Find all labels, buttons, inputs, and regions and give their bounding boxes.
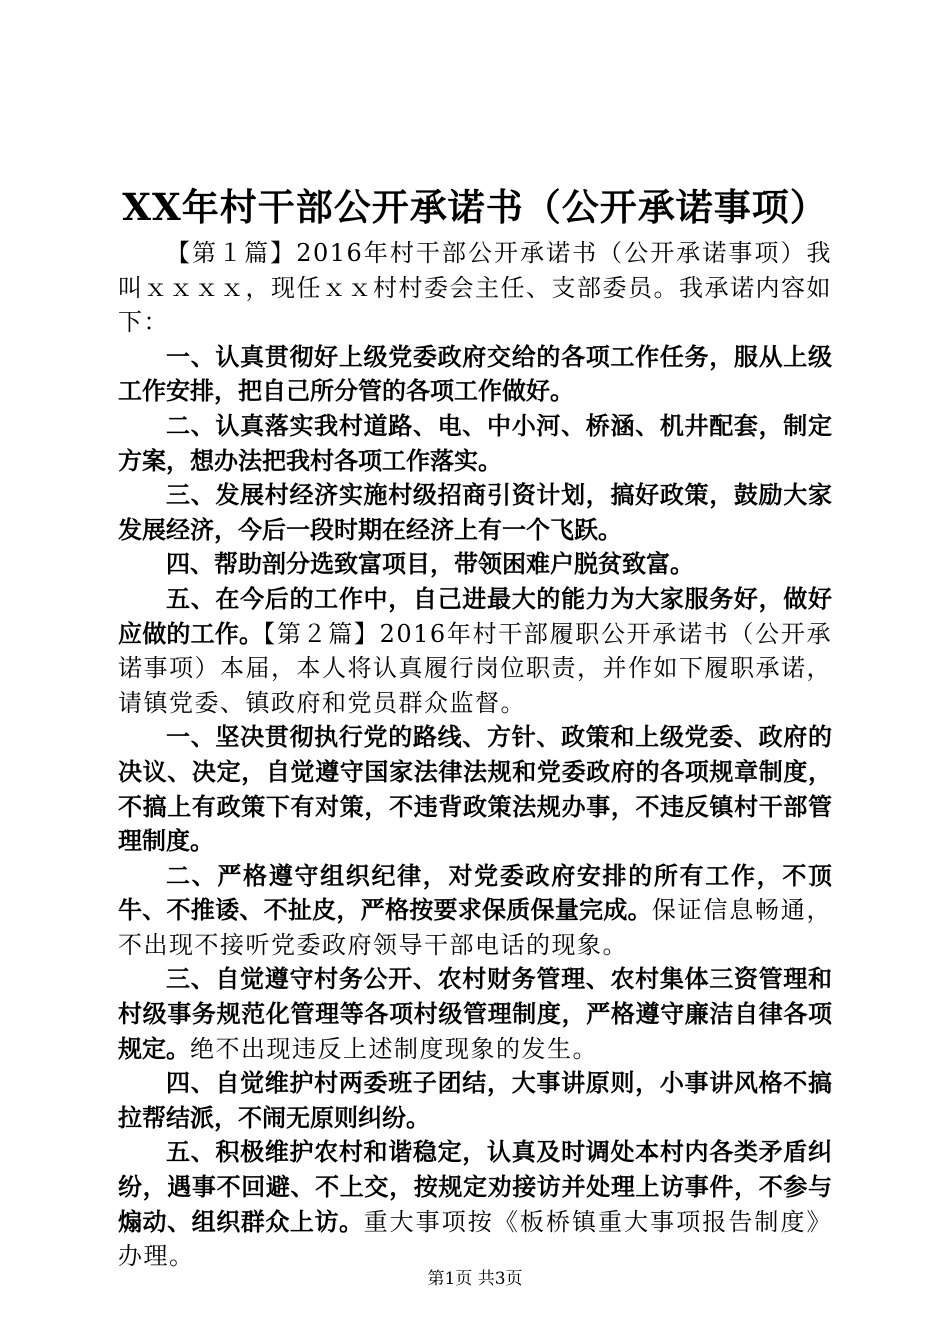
paragraph <box>118 859 832 963</box>
paragraph-text-segment: 一、坚决贯彻执行党的路线、方针、政策和上级党委、政府的决议、决定，自觉遵守国家法律法规和党委政府的各项规章制度，不搞上有政策下有对策，不违背政策法规办事，不违反镇村干部管理制度。 <box>118 722 832 856</box>
paragraph <box>118 582 832 720</box>
paragraph-text-segment: 【第２篇】2016年村干部履职公开承诺书（公开承诺事项）本届，本人将认真履行岗位职责，并作如下履职承诺，请镇党委、镇政府和党员群众监督。 <box>118 619 833 717</box>
document-title: XX年村干部公开承诺书（公开承诺事项） <box>122 185 828 229</box>
document-body <box>118 236 832 1274</box>
paragraph <box>118 1066 832 1135</box>
page-footer: 第1页 共3页 <box>427 1269 523 1289</box>
paragraph-text-segment: 四、自觉维护村两委班子团结，大事讲原则，小事讲风格不搞拉帮结派，不闹无原则纠纷。 <box>118 1068 832 1132</box>
paragraph-text-segment: 三、发展村经济实施村级招商引资计划，搞好政策，鼓励大家发展经济，今后一段时期在经济上有一个飞跃。 <box>118 480 832 544</box>
paragraph-text-segment: 二、严格遵守组织纪律，对党委政府安排的所有工作，不顶牛、不推诿、不扯皮，严格按要求保质保量完成。 <box>118 860 832 925</box>
paragraph <box>118 409 832 478</box>
paragraph-text-segment: 三、自觉遵守村务公开、农村财务管理、农村集体三资管理和村级事务规范化管理等各项村级管理制度，严格遵守廉洁自律各项规定。 <box>118 964 832 1063</box>
paragraph <box>118 236 832 340</box>
paragraph <box>118 962 832 1066</box>
paragraph <box>118 720 832 858</box>
paragraph-text-segment: 五、积极维护农村和谐稳定，认真及时调处本村内各类矛盾纠纷，遇事不回避、不上交，按规定劝接访并处理上访事件，不参与煽动、组织群众上访。 <box>118 1137 832 1236</box>
paragraph-text-segment: 保证信息畅通，不出现不接听党委政府领导干部电话的现象。 <box>118 896 833 959</box>
paragraph-text-segment: 二、认真落实我村道路、电、中小河、桥涵、机井配套，制定方案，想办法把我村各项工作落实。 <box>118 410 832 475</box>
paragraph <box>118 340 832 409</box>
paragraph-text-segment: 一、认真贯彻好上级党委政府交给的各项工作任务，服从上级工作安排，把自己所分管的各项工作做好。 <box>118 341 832 406</box>
paragraph-text-segment: 【第１篇】2016年村干部公开承诺书（公开承诺事项）我叫ｘｘｘｘ，现任ｘｘ村村委会主任、支部委员。我承诺内容如下： <box>118 239 832 337</box>
paragraph <box>118 478 832 547</box>
paragraph-text-segment: 重大事项按《板桥镇重大事项报告制度》办理。 <box>118 1207 833 1271</box>
paragraph-text-segment: 五、在今后的工作中，自己进最大的能力为大家服务好，做好应做的工作。 <box>118 583 832 648</box>
paragraph <box>118 1135 832 1273</box>
paragraph-text-segment: 四、帮助剖分选致富项目，带领困难户脱贫致富。 <box>166 549 694 579</box>
paragraph <box>118 547 832 582</box>
paragraph-text-segment: 绝不出现违反上述制度现象的发生。 <box>190 1034 598 1063</box>
